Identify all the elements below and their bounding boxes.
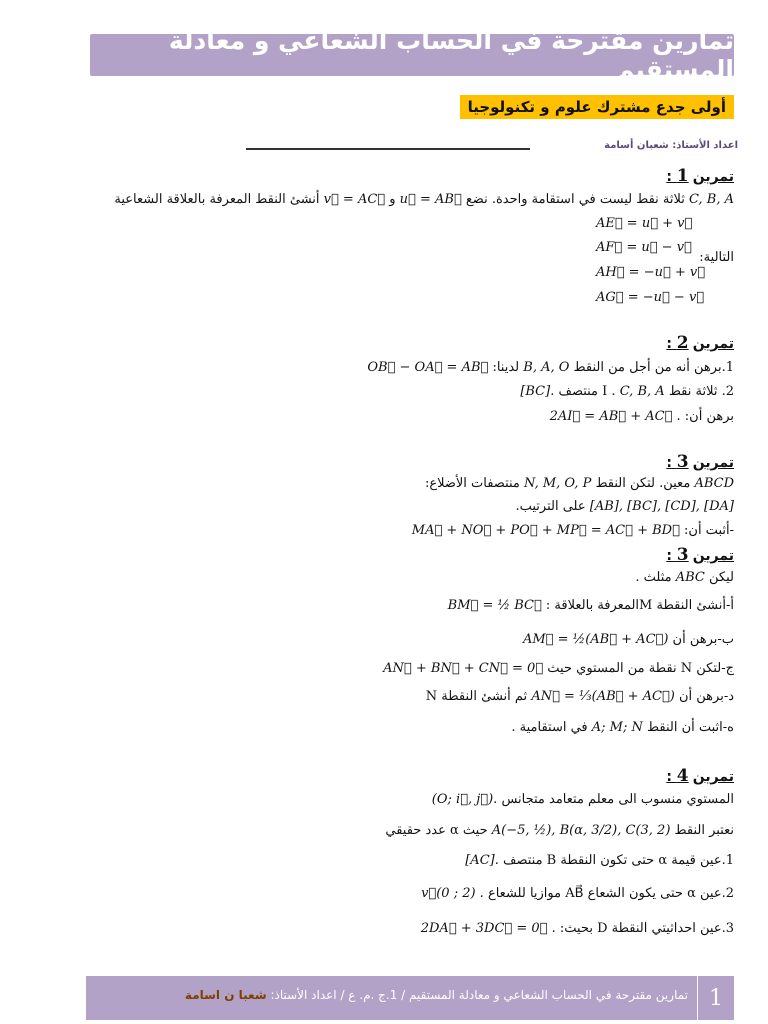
- triangle-abc: ABC: [675, 570, 705, 585]
- segments: [AB], [BC], [CD], [DA]: [589, 499, 734, 514]
- exercise-number: 1: [676, 166, 689, 186]
- ex3b-d-end: ثم أنشئ النقطة N: [425, 689, 528, 704]
- u-def: u⃗ = AB⃗: [399, 192, 462, 207]
- have-text: لدينا:: [492, 360, 520, 375]
- exercise-number: 4: [676, 766, 689, 786]
- divider: [246, 148, 530, 150]
- points-abc: A(−5, ½), B(α, 3/2), C(3, 2): [491, 823, 671, 838]
- page-number: 1: [697, 976, 734, 1020]
- points-amn: A; M; N: [591, 720, 643, 735]
- title-banner: [90, 26, 734, 84]
- ex2-heading: تمرين 2 :: [666, 333, 734, 353]
- ex3b-a: [448, 598, 734, 613]
- ex3b-heading: تمرين 3 :: [666, 545, 734, 565]
- relation-ae: AE⃗ = u⃗ + v⃗: [596, 216, 693, 231]
- relation-af: AF⃗ = u⃗ − v⃗: [596, 240, 692, 255]
- ex4-q2: [421, 886, 734, 901]
- ex3b-d-eq: AN⃗ = ⅓(AB⃗ + AC⃗): [531, 689, 675, 704]
- relation-ag: AG⃗ = −u⃗ − v⃗: [596, 290, 705, 305]
- exercise-title: تمرين: [692, 169, 734, 185]
- ex3b-b: [523, 632, 734, 647]
- ex1-statement: [114, 192, 734, 207]
- q3-text: 3.عين احداثيتي النقطة D بحيث:: [559, 921, 734, 936]
- ex3b-line1: [635, 570, 734, 585]
- footer-author: شعبا ن اسامة: [184, 988, 267, 1002]
- ex4-text: المستوي منسوب الى معلم متعامد متجانس: [501, 792, 734, 807]
- ex4-heading: تمرين 4 :: [666, 766, 734, 786]
- ex3b-c: [383, 661, 734, 676]
- q1-text: 1.عين قيمة α حتى تكون النقطة B منتصف: [503, 853, 734, 868]
- exercise-number: 3: [676, 452, 689, 472]
- ex3b-e-end: في استقامية .: [511, 720, 588, 735]
- prove-text: -أثبت أن:: [684, 523, 734, 538]
- ex1-heading: تمرين 1 :: [666, 166, 734, 186]
- exercise-number: 3: [676, 545, 689, 565]
- author-label: اعداد الأستاذ: شعبان أسامة: [604, 140, 738, 151]
- footer-text: [185, 988, 688, 1002]
- v-def: v⃗ = AC⃗: [323, 192, 386, 207]
- ex3b-d: [426, 689, 734, 704]
- exercise-title: تمرين: [692, 336, 734, 352]
- ex2-eq1: OB⃗ − OA⃗ = AB⃗: [367, 360, 489, 375]
- ex3b-b-eq: AM⃗ = ½(AB⃗ + AC⃗): [522, 632, 669, 647]
- points-bao: B, A, O: [523, 360, 570, 375]
- ex3b-e-text: ه-اثبت أن النقط: [647, 720, 734, 735]
- ex1-following: التالية:: [699, 250, 734, 265]
- ex2-text: 1.برهن أنه من أجل من النقط: [573, 360, 734, 375]
- alpha-text: حيث α عدد حقيقي: [385, 823, 488, 838]
- ex3a-heading: تمرين 3 :: [666, 452, 734, 472]
- author-line: [96, 140, 738, 158]
- and-word: و: [389, 192, 396, 207]
- ex3a-eq: MA⃗ + NO⃗ + PO⃗ + MP⃗ = AC⃗ + BD⃗: [411, 523, 680, 538]
- ex3b-a-text: أ-أنشئ النقطة Mالمعرفة بالعلاقة :: [545, 598, 734, 613]
- let-text: ليكن: [709, 570, 734, 585]
- points-cba: C, B, A: [619, 384, 665, 399]
- relation-ah: AH⃗ = −u⃗ + v⃗: [596, 265, 706, 280]
- ex3b-e: [511, 720, 734, 735]
- points-nmop: N, M, O, P: [524, 476, 592, 491]
- level-badge: أولى جدع مشترك علوم و تكنولوجيا: [460, 95, 734, 119]
- ex3b-a-eq: BM⃗ = ½ BC⃗: [447, 598, 542, 613]
- q3-eq: 2DA⃗ + 3DC⃗ = 0⃗ .: [420, 921, 556, 936]
- ex2-line1: [367, 360, 734, 375]
- ex3b-b-text: ب-برهن أن: [672, 632, 734, 647]
- ex4-q3: [421, 921, 734, 936]
- vector-v: v⃗(0 ; 2) .: [421, 886, 484, 901]
- q2-text: 2.عين α حتى يكون الشعاع AB⃗ موازيا للشعاع: [487, 886, 734, 901]
- exercise-title: تمرين: [692, 455, 734, 471]
- ex4-line2: [385, 823, 734, 838]
- consider-text: نعتبر النقط: [674, 823, 734, 838]
- exercise-number: 2: [676, 333, 689, 353]
- segment-ac: [AC].: [465, 853, 499, 868]
- ex2-line2: [520, 384, 734, 399]
- ex2-line3: [550, 409, 734, 424]
- ex3b-d-text: د-برهن أن: [678, 689, 734, 704]
- ex3a-text: معين. لتكن النقط: [595, 476, 691, 491]
- ex2-eq2: 2AI⃗ = AB⃗ + AC⃗ .: [549, 409, 681, 424]
- ex2-text: 2. ثلاثة نقط: [668, 384, 734, 399]
- points-cba: C, B, A: [689, 192, 734, 207]
- midpoint-text: . I منتصف: [558, 384, 616, 399]
- exercise-title: تمرين: [692, 769, 734, 785]
- triangle-text: مثلث .: [635, 570, 672, 585]
- ex1-text: ثلاثة نقط ليست في استقامة واحدة. نضع: [465, 192, 685, 207]
- segment-bc: [BC].: [520, 384, 555, 399]
- footer-caption: تمارين مقترحة في الحساب الشعاعي و معادلة المستقيم / 1.ج .م. ع / اعداد الأستاذ:: [270, 988, 688, 1002]
- quad-abcd: ABCD: [694, 476, 734, 491]
- ex3a-line2: [515, 499, 734, 514]
- ex4-q1: [465, 853, 734, 868]
- exercise-title: تمرين: [692, 548, 734, 564]
- ex3a-line3: [412, 523, 734, 538]
- page-title: تمارين مقترحة في الحساب الشعاعي و معادلة المستقيم: [168, 26, 734, 84]
- footer-bar: [86, 976, 734, 1020]
- prove-text: برهن أن:: [684, 409, 734, 424]
- ex4-line1: [432, 792, 734, 807]
- ex3b-c-eq: AN⃗ + BN⃗ + CN⃗ = 0⃗: [383, 661, 544, 676]
- ex3a-line1: [425, 476, 734, 491]
- frame: (O; i⃗, j⃗).: [431, 792, 498, 807]
- respectively-text: على الترتيب.: [515, 499, 586, 514]
- construct-text: أنشئ النقط المعرفة بالعلاقة الشعاعية: [114, 192, 320, 207]
- ex3a-text-end: منتصفات الأضلاع:: [424, 476, 520, 491]
- ex3b-c-text: ج-لتكن N نقطة من المستوي حيث: [547, 661, 734, 676]
